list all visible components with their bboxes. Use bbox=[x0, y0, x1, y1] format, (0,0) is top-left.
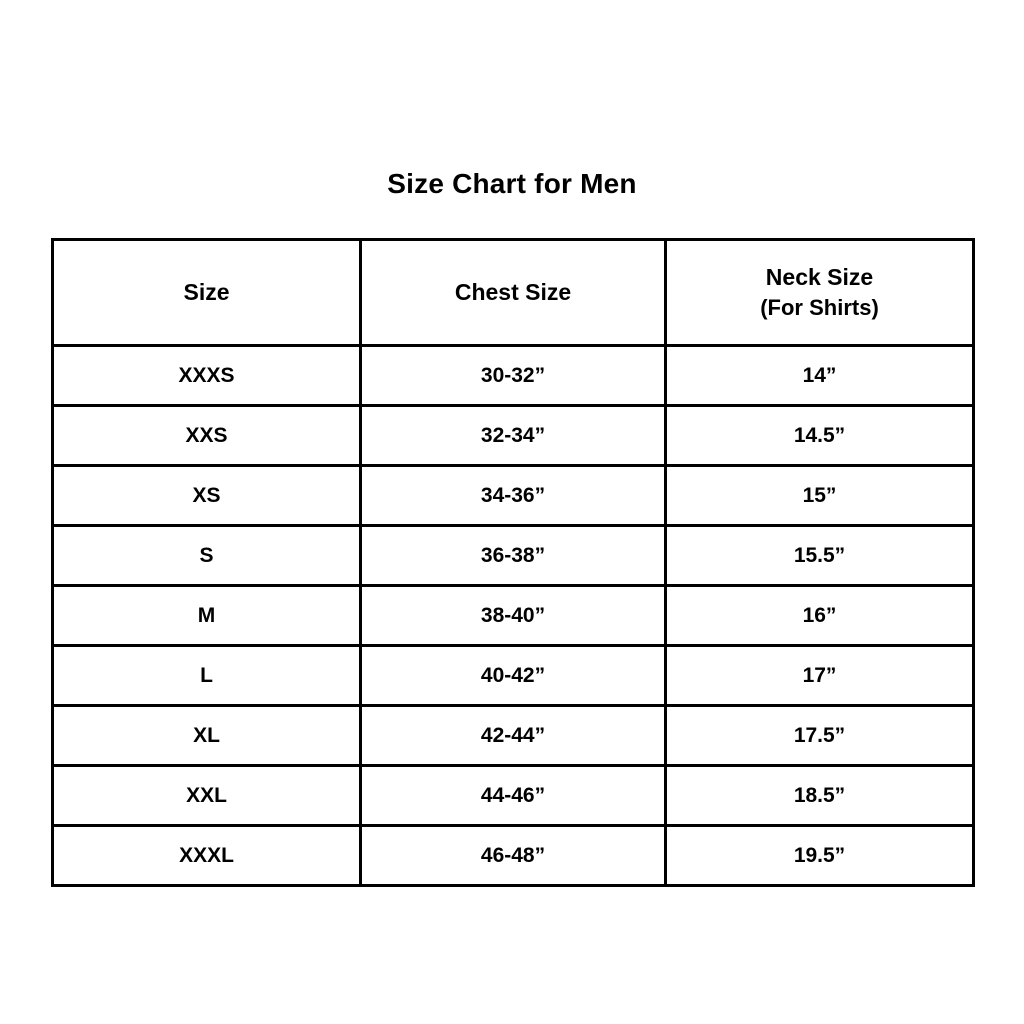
column-header-neck-size bbox=[666, 240, 974, 346]
cell-neck-size: 14.5” bbox=[666, 406, 974, 466]
cell-chest-size: 38-40” bbox=[361, 586, 666, 646]
table-row bbox=[53, 526, 974, 586]
cell-chest-size: 46-48” bbox=[361, 826, 666, 886]
cell-chest-size: 44-46” bbox=[361, 766, 666, 826]
cell-neck-size: 14” bbox=[666, 346, 974, 406]
cell-size: L bbox=[53, 646, 361, 706]
cell-chest-size: 32-34” bbox=[361, 406, 666, 466]
table-row bbox=[53, 406, 974, 466]
cell-chest-size: 36-38” bbox=[361, 526, 666, 586]
table-header bbox=[53, 240, 974, 346]
cell-chest-size: 40-42” bbox=[361, 646, 666, 706]
table-row bbox=[53, 826, 974, 886]
table-row bbox=[53, 466, 974, 526]
cell-size: XXXL bbox=[53, 826, 361, 886]
cell-neck-size: 18.5” bbox=[666, 766, 974, 826]
table-row bbox=[53, 346, 974, 406]
cell-size: XXL bbox=[53, 766, 361, 826]
cell-size: S bbox=[53, 526, 361, 586]
table-body bbox=[53, 346, 974, 886]
cell-neck-size: 19.5” bbox=[666, 826, 974, 886]
cell-chest-size: 34-36” bbox=[361, 466, 666, 526]
cell-neck-size: 15.5” bbox=[666, 526, 974, 586]
cell-chest-size: 30-32” bbox=[361, 346, 666, 406]
table-row bbox=[53, 586, 974, 646]
column-header-neck-size-label: Neck Size bbox=[765, 264, 874, 291]
cell-neck-size: 17” bbox=[666, 646, 974, 706]
page-title: Size Chart for Men bbox=[387, 168, 637, 199]
cell-size: XXXS bbox=[53, 346, 361, 406]
table-row bbox=[53, 766, 974, 826]
table-row bbox=[53, 646, 974, 706]
cell-size: XL bbox=[53, 706, 361, 766]
cell-size: M bbox=[53, 586, 361, 646]
column-header-chest-size bbox=[361, 240, 666, 346]
table-row bbox=[53, 706, 974, 766]
cell-size: XXS bbox=[53, 406, 361, 466]
column-header-size-label: Size bbox=[183, 278, 230, 305]
cell-neck-size: 17.5” bbox=[666, 706, 974, 766]
cell-chest-size: 42-44” bbox=[361, 706, 666, 766]
column-header-size bbox=[53, 240, 361, 346]
cell-neck-size: 16” bbox=[666, 586, 974, 646]
column-header-neck-size-sublabel: (For Shirts) bbox=[760, 295, 879, 321]
column-header-chest-size-label: Chest Size bbox=[454, 278, 572, 305]
size-chart-table bbox=[51, 238, 975, 887]
table-header-row bbox=[53, 240, 974, 346]
cell-neck-size: 15” bbox=[666, 466, 974, 526]
cell-size: XS bbox=[53, 466, 361, 526]
size-table-container bbox=[51, 238, 972, 887]
